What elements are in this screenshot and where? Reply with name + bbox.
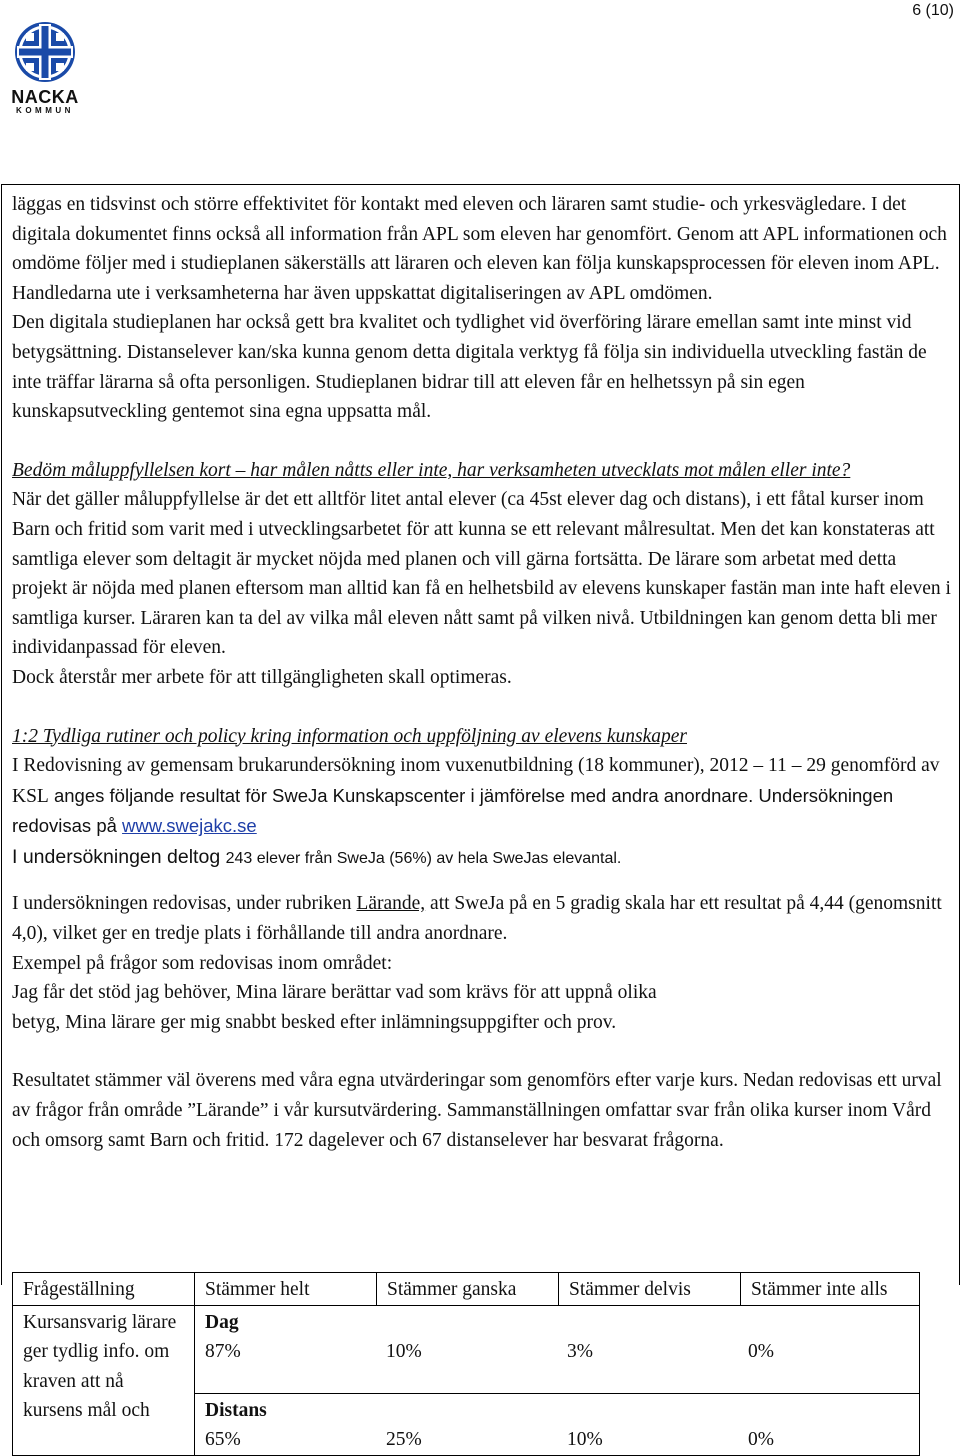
table-cell: 87%	[205, 1341, 241, 1363]
document-body	[12, 190, 952, 1155]
table-cell: 10%	[386, 1341, 422, 1363]
table-cell: 10%	[567, 1429, 603, 1451]
nacka-logo	[10, 20, 80, 116]
section-heading-goal-assessment: Bedöm måluppfyllelsen kort – har målen nåtts eller inte, har verksamheten utvecklats mot målen eller inte?	[12, 459, 851, 481]
survey-results-table	[12, 1272, 920, 1456]
group-label-dag: Dag	[205, 1311, 239, 1333]
table-header-cell: Stämmer inte alls	[741, 1273, 920, 1306]
survey-report-text-cont: anges följande resultat för SweJa Kunskapscenter i jämförelse med andra anordnare. Undersökningen redovisas på	[12, 784, 894, 837]
paragraph-remaining-work: Dock återstår mer arbete för att tillgängligheten skall optimeras.	[12, 666, 512, 688]
table-header-cell: Frågeställning	[13, 1273, 195, 1306]
paragraph-survey-report	[12, 751, 952, 842]
paragraph-example-questions-1: Jag får det stöd jag behöver, Mina lärare berättar vad som krävs för att uppnå olika	[12, 982, 657, 1004]
paragraph-apl: läggas en tidsvinst och större effektivitet för kontakt med eleven och läraren samt studie- och yrkesvägledare. I det digitala dokumentet finns också all information från APL som eleven har genomfört. Genom att APL informationen och omdöme följer med i studieplanen säkerställs att läraren och eleven kan följa kunskapsprocessen för eleven inom APL. Handledarna ute i verksamheterna har även uppskattat digitaliseringen av APL omdömen.	[12, 194, 947, 304]
table-cell: 25%	[386, 1429, 422, 1451]
paragraph-examples-intro: Exempel på frågor som redovisas inom området:	[12, 952, 393, 974]
paragraph-larande-result	[12, 889, 952, 948]
survey-report-text: I Redovisning av gemensam brukarundersökning inom vuxenutbildning (18 kommuner), 2012 – 11 – 29 genomförd av KSL	[12, 755, 940, 807]
table-cell: 3%	[567, 1341, 593, 1363]
nacka-crest-icon	[10, 20, 80, 84]
section-heading-routines: 1:2 Tydliga rutiner och policy kring information och uppföljning av elevens kunskaper	[12, 725, 687, 747]
page-number: 6 (10)	[912, 2, 954, 19]
participants-lead: I undersökningen deltog	[12, 845, 226, 868]
distans-cell	[195, 1393, 920, 1455]
paragraph-goal-fulfilment: När det gäller måluppfyllelse är det ett alltför litet antal elever (ca 45st elever dag och distans), i ett fåtal kurser inom Barn och fritid som varit med i utvecklingsarbetet för att kunna se ett relevant målresultat. Men det kan konstateras att samtliga elever som deltagit är mycket nöjda med planen och vill gärna fortsätta. De lärare som arbetat med detta projekt är nöjda med planen eftersom man alltid kan få en helhetsbild av elevens kunskaper fastän man inte haft eleven i samtliga kurser. Läraren kan ta del av vilka mål eleven nått samt på vilken nivå. Utbildningen kan genom detta bli mer individanpassad för eleven.	[12, 489, 951, 659]
paragraph-example-questions-2: betyg, Mina lärare ger mig snabbt besked efter inlämningsuppgifter och prov.	[12, 1011, 617, 1033]
table-header-cell: Stämmer delvis	[559, 1273, 741, 1306]
larande-lead: I undersökningen redovisas, under rubriken	[12, 893, 357, 915]
paragraph-survey-participants	[12, 842, 952, 874]
dag-cell	[195, 1305, 920, 1393]
table-row	[13, 1305, 920, 1393]
participants-count: 243 elever från SweJa (56%) av hela SweJas elevantal.	[225, 849, 622, 867]
swejakc-link[interactable]: www.swejakc.se	[122, 815, 257, 837]
table-cell: 65%	[205, 1429, 241, 1451]
table-header-cell: Stämmer helt	[195, 1273, 377, 1306]
group-label-distans: Distans	[205, 1399, 267, 1421]
question-cell: Kursansvarig lärare ger tydlig info. om kraven att nå kursens mål och	[13, 1305, 195, 1455]
table-cell: 0%	[748, 1341, 774, 1363]
table-header-row	[13, 1273, 920, 1306]
logo-name: NACKA	[11, 87, 79, 107]
logo-subtitle: KOMMUN	[16, 106, 74, 115]
table-header-cell: Stämmer ganska	[377, 1273, 559, 1306]
paragraph-studyplan-quality: Den digitala studieplanen har också gett bra kvalitet och tydlighet vid överföring lärare emellan samt inte minst vid betygsättning. Distanselever kan/ska kunna genom detta digitala verktyg få följa sin individuella utveckling fastän de inte träffar lärarna så ofta personligen. Studieplanen bidrar till att eleven får en helhetssyn på sin egen kunskapsutveckling gentemot sina egna uppsatta mål.	[12, 312, 927, 423]
larande-result: att SweJa på en 5 gradig skala har ett resultat på 4,44 (genomsnitt 4,0), vilket ger en tredje plats i förhållande till andra anordnare.	[12, 893, 942, 945]
table-cell: 0%	[748, 1429, 774, 1451]
paragraph-evaluation-summary: Resultatet stämmer väl överens med våra egna utvärderingar som genomförs efter varje kurs. Nedan redovisas ett urval av frågor från område ”Lärande” i vår kursutvärdering. Sammanställningen omfattar svar från olika kurser inom Vård och omsorg samt Barn och fritid. 172 dagelever och 67 distanselever har besvarat frågorna.	[12, 1070, 942, 1151]
larande-heading: Lärande,	[356, 893, 426, 915]
